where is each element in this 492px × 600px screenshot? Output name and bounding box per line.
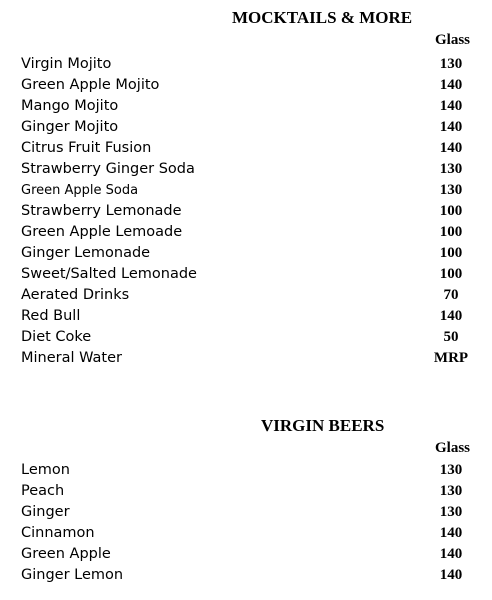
menu-item-price: 50 <box>443 329 459 345</box>
menu-item-price: 100 <box>439 203 463 219</box>
menu-item-row <box>21 159 472 180</box>
menu-item-name: Ginger <box>21 504 70 520</box>
menu-item-price: 140 <box>439 77 463 93</box>
menu-item-name: Peach <box>21 483 65 499</box>
menu-item-row <box>21 544 472 565</box>
menu-item-row <box>21 117 472 138</box>
menu-item-name: Diet Coke <box>21 329 92 345</box>
menu-item-row <box>21 306 472 327</box>
menu-item-name: Aerated Drinks <box>21 287 130 303</box>
menu-item-row <box>21 348 472 369</box>
menu-item-name: Strawberry Lemonade <box>21 203 182 219</box>
menu-item-row <box>21 565 472 586</box>
menu-item-price: 140 <box>439 525 463 541</box>
menu-item-name: Green Apple Mojito <box>21 77 160 93</box>
menu-item-row <box>21 502 472 523</box>
menu-item-price: 130 <box>439 161 463 177</box>
menu-item-row <box>21 54 472 75</box>
menu-item-price: 140 <box>439 567 463 583</box>
menu-item-price: 100 <box>439 245 463 261</box>
menu-item-price: 140 <box>439 98 463 114</box>
menu-item-price: 130 <box>439 462 463 478</box>
menu-item-price: 100 <box>439 266 463 282</box>
menu-item-name: Strawberry Ginger Soda <box>21 161 195 177</box>
menu-item-row <box>21 327 472 348</box>
menu-item-row <box>21 285 472 306</box>
mocktails-item-list <box>21 54 472 369</box>
menu-item-row <box>21 96 472 117</box>
menu-item-row <box>21 523 472 544</box>
menu-item-price: 140 <box>439 308 463 324</box>
menu-item-name: Cinnamon <box>21 525 95 541</box>
menu-item-row <box>21 201 472 222</box>
menu-item-price: 130 <box>439 483 463 499</box>
menu-item-row <box>21 264 472 285</box>
menu-item-row <box>21 222 472 243</box>
menu-item-price: 140 <box>439 546 463 562</box>
menu-item-price: 100 <box>439 224 463 240</box>
virgin-beers-section-title: VIRGIN BEERS <box>261 416 385 435</box>
menu-item-name: Virgin Mojito <box>21 56 112 72</box>
menu-item-name: Ginger Mojito <box>21 119 119 135</box>
menu-item-row <box>21 243 472 264</box>
menu-item-name: Green Apple Lemoade <box>21 224 183 240</box>
menu-item-name: Ginger Lemonade <box>21 245 151 261</box>
menu-item-price: 130 <box>439 56 463 72</box>
menu-item-name: Red Bull <box>21 308 81 324</box>
menu-item-row <box>21 481 472 502</box>
menu-item-price: 70 <box>443 287 459 303</box>
menu-item-row <box>21 138 472 159</box>
virgin-beers-item-list <box>21 460 472 586</box>
menu-item-name: Sweet/Salted Lemonade <box>21 266 197 282</box>
menu-item-price: MRP <box>433 350 469 366</box>
menu-item-row <box>21 460 472 481</box>
menu-item-row <box>21 180 472 201</box>
menu-item-price: 140 <box>439 140 463 156</box>
menu-item-name: Green Apple <box>21 546 111 562</box>
menu-item-name: Citrus Fruit Fusion <box>21 140 152 156</box>
mocktails-column-header: Glass <box>434 32 470 48</box>
menu-item-name: Lemon <box>21 462 70 478</box>
menu-item-price: 130 <box>439 182 463 198</box>
menu-item-name: Mango Mojito <box>21 98 119 114</box>
menu-item-row <box>21 75 472 96</box>
menu-item-name: Green Apple Soda <box>21 183 139 198</box>
menu-item-name: Mineral Water <box>21 350 122 366</box>
menu-item-name: Ginger Lemon <box>21 567 124 583</box>
virgin-beers-column-header: Glass <box>434 440 470 456</box>
mocktails-section-title: MOCKTAILS & MORE <box>232 8 413 27</box>
menu-item-price: 130 <box>439 504 463 520</box>
menu-item-price: 140 <box>439 119 463 135</box>
